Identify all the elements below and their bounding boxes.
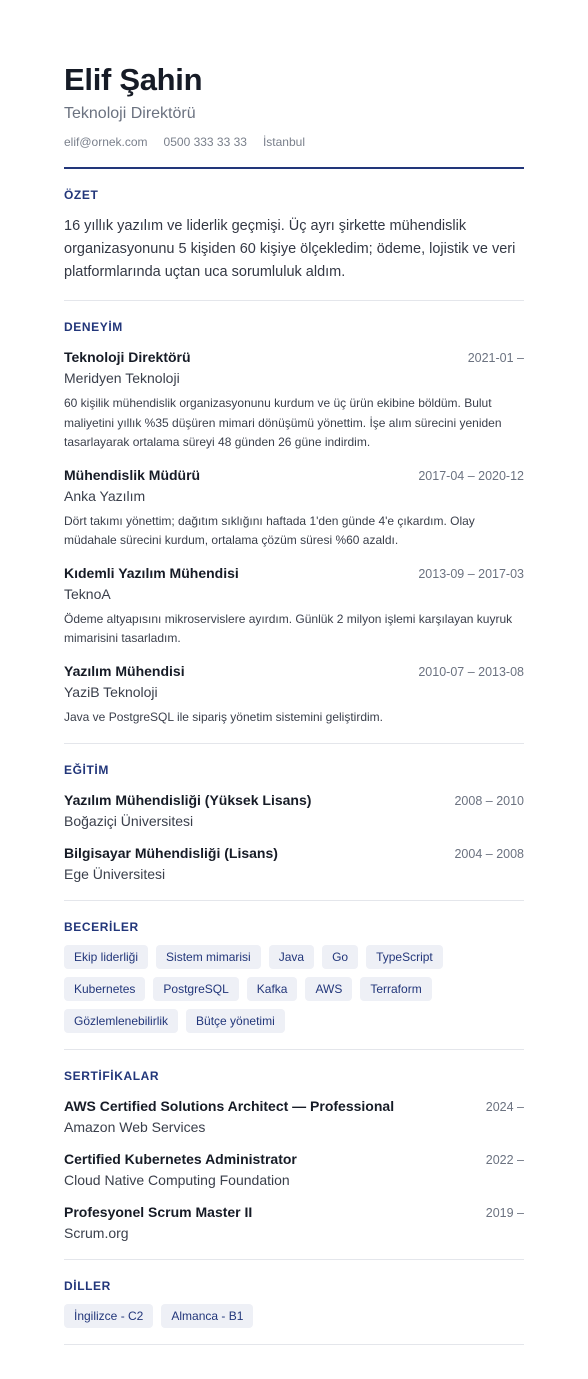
job-title: Mühendislik Müdürü bbox=[64, 466, 201, 483]
person-title: Teknoloji Direktörü bbox=[64, 105, 196, 122]
company-name: TeknoA bbox=[64, 585, 111, 602]
section-heading: DİLLER bbox=[64, 1279, 111, 1293]
skill-tag: TypeScript bbox=[366, 945, 443, 969]
job-dates: 2013-09 – 2017-03 bbox=[418, 566, 524, 581]
section-heading: ÖZET bbox=[64, 188, 99, 202]
languages-list bbox=[64, 1304, 524, 1328]
experience-entry bbox=[64, 347, 524, 453]
contact-phone: 0500 333 33 33 bbox=[163, 135, 247, 149]
contact-info bbox=[64, 133, 524, 151]
contact-email: elif@ornek.com bbox=[64, 135, 148, 149]
skill-tag: Go bbox=[322, 945, 358, 969]
skill-tag: Terraform bbox=[360, 977, 431, 1001]
education-entry bbox=[64, 843, 524, 884]
experience-section bbox=[64, 301, 524, 744]
education-dates: 2004 – 2008 bbox=[454, 847, 524, 861]
section-heading: SERTİFİKALAR bbox=[64, 1069, 160, 1083]
certification-issuer: Amazon Web Services bbox=[64, 1119, 206, 1135]
experience-entry bbox=[64, 563, 524, 649]
job-description: Java ve PostgreSQL ile sipariş yönetim sistemini geliştirdim. bbox=[64, 709, 384, 724]
job-description: Dört takımı yönettim; dağıtım sıklığını haftada 1'den günde 4'e çıkardım. Olay müdahale sürecini kurdum, ortalama çözüm süresi %60 azaldı. bbox=[64, 513, 475, 547]
job-title: Kıdemli Yazılım Mühendisi bbox=[64, 564, 239, 581]
skill-tag: AWS bbox=[305, 977, 352, 1001]
job-description: Ödeme altyapısını mikroservislere ayırdım. Günlük 2 milyon işlemi karşılayan kuyruk mimarisini tasarladım. bbox=[64, 611, 513, 645]
experience-entry bbox=[64, 661, 524, 728]
school-name: Ege Üniversitesi bbox=[64, 866, 166, 882]
skill-tag: PostgreSQL bbox=[153, 977, 238, 1001]
experience-entry bbox=[64, 465, 524, 551]
section-heading: EĞİTİM bbox=[64, 763, 109, 777]
language-tag: İngilizce - C2 bbox=[64, 1304, 153, 1328]
degree-name: Bilgisayar Mühendisliği (Lisans) bbox=[64, 845, 278, 861]
certification-entry bbox=[64, 1096, 524, 1137]
certification-name: Profesyonel Scrum Master II bbox=[64, 1204, 253, 1220]
certification-date: 2024 – bbox=[485, 1100, 524, 1114]
language-tag: Almanca - B1 bbox=[161, 1304, 253, 1328]
contact-location: İstanbul bbox=[262, 135, 305, 149]
person-name: Elif Şahin bbox=[64, 62, 203, 97]
certification-name: Certified Kubernetes Administrator bbox=[64, 1151, 297, 1167]
skill-tag: Java bbox=[269, 945, 314, 969]
skills-section bbox=[64, 901, 524, 1050]
skills-list bbox=[64, 945, 524, 1033]
languages-section bbox=[64, 1260, 524, 1345]
job-title: Yazılım Mühendisi bbox=[64, 662, 185, 679]
certification-entry bbox=[64, 1202, 524, 1243]
certification-issuer: Scrum.org bbox=[64, 1225, 129, 1241]
skill-tag: Kubernetes bbox=[64, 977, 145, 1001]
certification-issuer: Cloud Native Computing Foundation bbox=[64, 1172, 290, 1188]
certification-date: 2022 – bbox=[485, 1153, 524, 1167]
company-name: YaziB Teknoloji bbox=[64, 683, 158, 700]
job-description: 60 kişilik mühendislik organizasyonunu kurdum ve üç ürün ekibine böldüm. Bulut maliyetini yıllık %35 düşüren mimari dönüşümü yönettim. İşe alım sürecini yeniden tasarlayarak ortalama süreyi 48 günden 26 güne indirdim. bbox=[64, 396, 502, 449]
job-dates: 2021-01 – bbox=[467, 351, 524, 365]
certification-entry bbox=[64, 1149, 524, 1190]
degree-name: Yazılım Mühendisliği (Yüksek Lisans) bbox=[64, 792, 312, 808]
education-dates: 2008 – 2010 bbox=[454, 794, 524, 808]
skill-tag: Bütçe yönetimi bbox=[186, 1009, 285, 1033]
summary-text: 16 yıllık yazılım ve liderlik geçmişi. Üç ayrı şirkette mühendislik organizasyonunu 5 kişiden 60 kişiye ölçekledim; ödeme, lojistik ve veri platformlarında uçtan uca sorumluluk aldım. bbox=[64, 218, 516, 280]
company-name: Meridyen Teknoloji bbox=[64, 370, 180, 386]
education-section bbox=[64, 744, 524, 901]
certification-date: 2019 – bbox=[485, 1206, 524, 1220]
section-heading: BECERİLER bbox=[64, 920, 139, 934]
job-dates: 2017-04 – 2020-12 bbox=[418, 468, 524, 483]
job-title: Teknoloji Direktörü bbox=[64, 349, 191, 365]
certification-name: AWS Certified Solutions Architect — Professional bbox=[64, 1098, 395, 1114]
school-name: Boğaziçi Üniversitesi bbox=[64, 813, 194, 829]
education-entry bbox=[64, 790, 524, 831]
company-name: Anka Yazılım bbox=[64, 487, 146, 504]
resume-header bbox=[64, 0, 524, 169]
job-dates: 2010-07 – 2013-08 bbox=[418, 664, 524, 679]
skill-tag: Kafka bbox=[247, 977, 298, 1001]
certifications-section bbox=[64, 1050, 524, 1260]
skill-tag: Sistem mimarisi bbox=[156, 945, 261, 969]
skill-tag: Gözlemlenebilirlik bbox=[64, 1009, 178, 1033]
skill-tag: Ekip liderliği bbox=[64, 945, 148, 969]
summary-section bbox=[64, 169, 524, 301]
section-heading: DENEYİM bbox=[64, 320, 123, 334]
